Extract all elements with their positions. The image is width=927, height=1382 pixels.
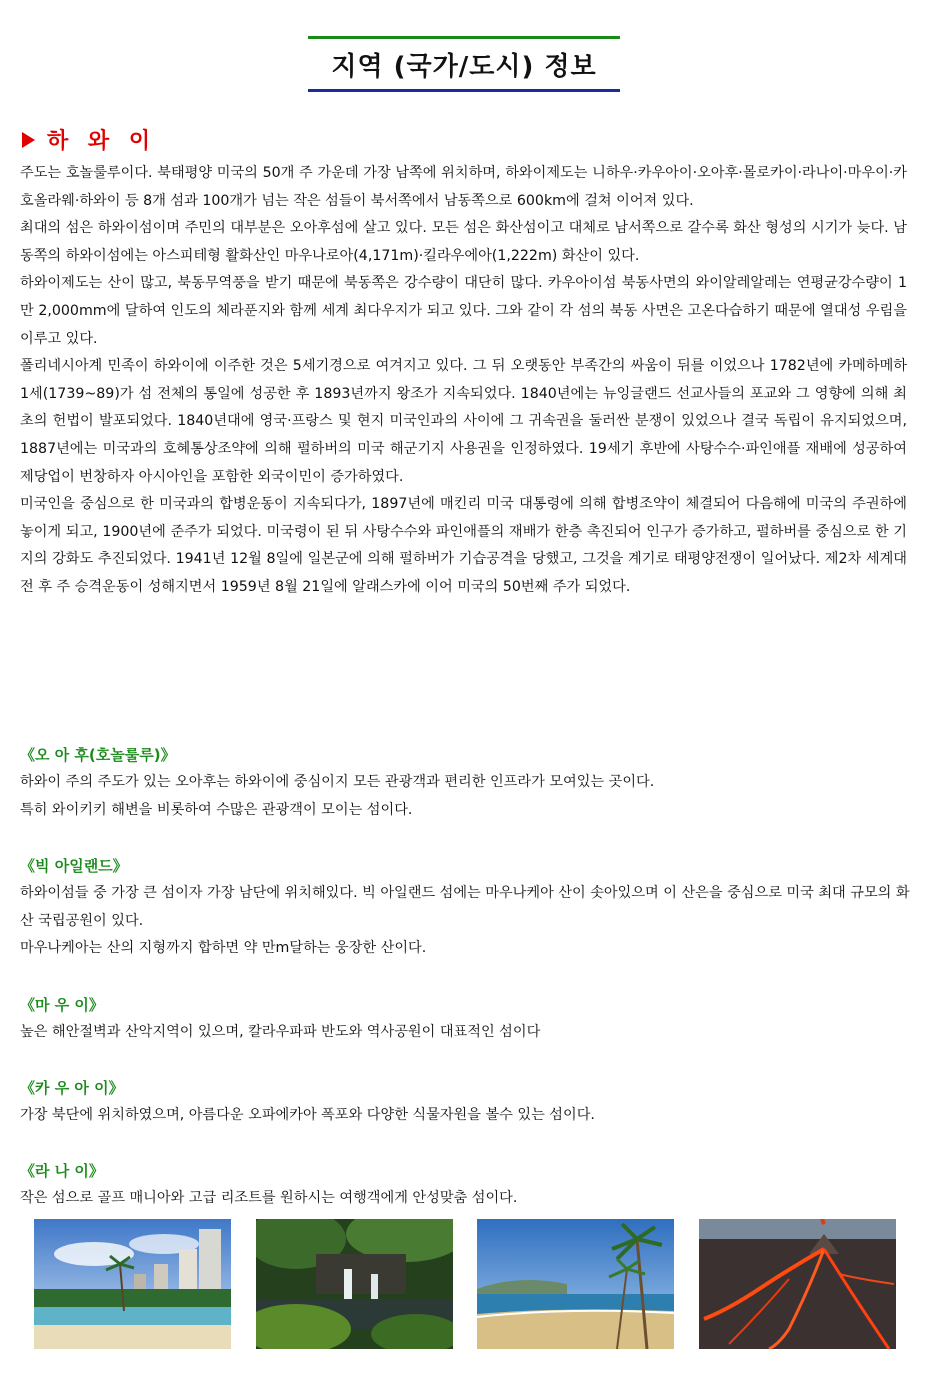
- title-box: [308, 36, 620, 92]
- island-heading-lanai: 《라 나 이》: [20, 1162, 104, 1180]
- lava-flow-photo: [699, 1219, 896, 1349]
- intro-text: [20, 160, 907, 602]
- triangle-bullet-icon: [22, 132, 35, 148]
- island-line: 높은 해안절벽과 산악지역이 있으며, 칼라우파파 반도와 역사공원이 대표적인 섬이다: [20, 1024, 541, 1040]
- page-title: 지역 (국가/도시) 정보: [331, 51, 597, 82]
- island-heading-big-island: 《빅 아일랜드》: [20, 857, 128, 875]
- section-header-hawaii: [22, 124, 156, 155]
- waterfall-photo: [256, 1219, 453, 1349]
- island-line: 특히 와이키키 해변을 비롯하여 수많은 관광객이 모이는 섬이다.: [20, 801, 413, 818]
- intro-paragraph: 폴리네시아계 민족이 하와이에 이주한 것은 5세기경으로 여겨지고 있다. 그 뒤 오랫동안 부족간의 싸움이 뒤를 이었으나 1782년에 카메하메하 1세(1739~89)가 섬 전체의 통일에 성공한 후 1893년까지 왕조가 지속되었다. 1840년에는 뉴잉글랜드 선교사들의 포교와 그 영향에 의해 최초의 헌법이 발포되었다. 1840년대에 영국·프랑스 및 현지 미국인과의 사이에 그 귀속권을 둘러싼 분쟁이 있었으나 결국 독립이 유지되었으며, 1887년에는 미국과의 호혜통상조약에 의해 펄하버의 미국 해군기지 사용권을 인정하였다. 19세기 후반에 사탕수수·파인애플 재배에 성공하여 제당업이 번창하자 아시아인을 포함한 외국이민이 증가하였다.: [20, 358, 907, 485]
- palm-beach-photo: [477, 1219, 674, 1349]
- intro-paragraph: 하와이제도는 산이 많고, 북동무역풍을 받기 때문에 북동쪽은 강수량이 대단히 많다. 카우아이섬 북동사면의 와이알레알레는 연평균강수량이 1만 2,000mm에 달하여 인도의 체라푼지와 함께 세계 최다우지가 되고 있다. 그와 같이 각 섬의 북동 사면은 고온다습하기 때문에 열대성 우림을 이루고 있다.: [20, 275, 907, 347]
- island-text-maui: [20, 1019, 910, 1047]
- island-text-kauai: [20, 1102, 910, 1130]
- island-text-lanai: [20, 1185, 910, 1213]
- intro-paragraph: 주도는 호놀룰루이다. 북태평양 미국의 50개 주 가운데 가장 남쪽에 위치하며, 하와이제도는 니하우·카우아이·오아후·몰로카이·라나이·마우이·카호올라웨·하와이 등 8개 섬과 100개가 넘는 작은 섬들이 북서쪽에서 남동쪽으로 600km에 걸쳐 이어져 있다.: [20, 165, 907, 209]
- island-line: 마우나케아는 산의 지형까지 합하면 약 만m달하는 웅장한 산이다.: [20, 940, 427, 957]
- island-heading-oahu: 《오 아 후(호놀룰루)》: [20, 746, 176, 764]
- waikiki-beach-photo: [34, 1219, 231, 1349]
- island-line: 하와이섬들 중 가장 큰 섬이자 가장 남단에 위치해있다. 빅 아일랜드 섬에는 마우나케아 산이 솟아있으며 이 산은을 중심으로 미국 최대 규모의 화산 국립공원이 있다.: [20, 885, 910, 929]
- island-heading-maui: 《마 우 이》: [20, 996, 104, 1014]
- section-title: 하 와 이: [47, 129, 157, 154]
- photo-strip: [34, 1219, 896, 1349]
- island-heading-kauai: 《카 우 아 이》: [20, 1079, 124, 1097]
- intro-paragraph: 미국인을 중심으로 한 미국과의 합병운동이 지속되다가, 1897년에 매킨리 미국 대통령에 의해 합병조약이 체결되어 다음해에 미국의 주권하에 놓이게 되고, 1900년에 준주가 되었다. 미국령이 된 뒤 사탕수수와 파인애플의 재배가 한층 촉진되어 인구가 증가하고, 펄하버를 중심으로 한 기지의 강화도 추진되었다. 1941년 12월 8일에 일본군에 의해 펄하버가 기습공격을 당했고, 그것을 계기로 태평양전쟁이 일어났다. 제2차 세계대전 후 주 승격운동이 성해지면서 1959년 8월 21일에 알래스카에 이어 미국의 50번째 주가 되었다.: [20, 496, 907, 595]
- island-text-big-island: [20, 880, 910, 963]
- island-line: 작은 섬으로 골프 매니아와 고급 리조트를 원하시는 여행객에게 안성맞춤 섬이다.: [20, 1190, 518, 1206]
- island-line: 가장 북단에 위치하였으며, 아름다운 오파에카아 폭포와 다양한 식물자원을 볼수 있는 섬이다.: [20, 1107, 595, 1123]
- intro-paragraph: 최대의 섬은 하와이섬이며 주민의 대부분은 오아후섬에 살고 있다. 모든 섬은 화산섬이고 대체로 남서쪽으로 갈수록 화산 형성의 시기가 늦다. 남동쪽의 하와이섬에는 아스피테형 활화산인 마우나로아(4,171m)·킬라우에아(1,222m) 화산이 있다.: [20, 220, 907, 264]
- island-line: 하와이 주의 주도가 있는 오아후는 하와이에 중심이지 모든 관광객과 편리한 인프라가 모여있는 곳이다.: [20, 774, 655, 790]
- island-text-oahu: [20, 769, 910, 824]
